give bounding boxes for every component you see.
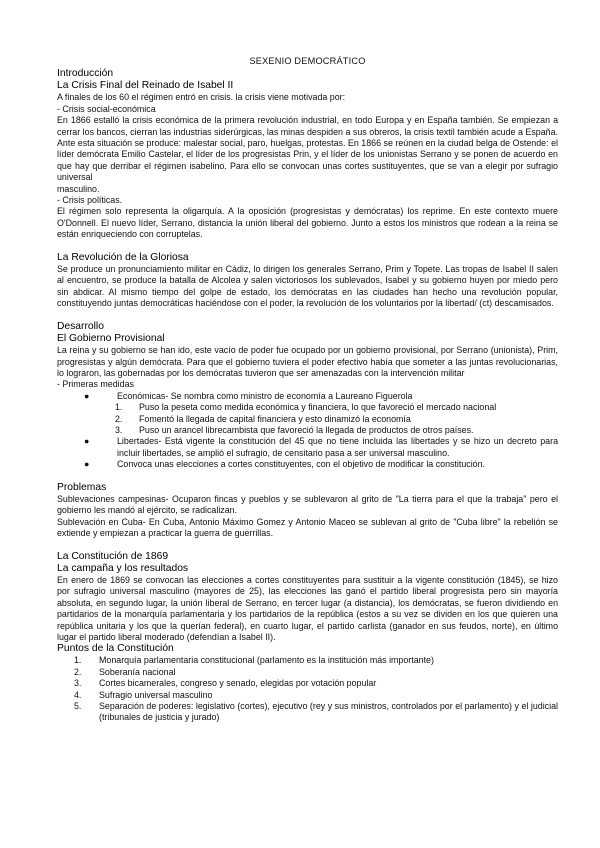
puntos-heading: Puntos de la Constitución (57, 643, 174, 655)
list-number: 1. (115, 402, 123, 413)
bullet-icon: ● (84, 390, 90, 401)
list-number: 2. (74, 666, 82, 677)
list-item-text: Fomentó la llegada de capital financiera y esto dinamizó la economía (139, 413, 411, 424)
list-number: 5. (74, 701, 82, 712)
social-crisis-paragraph-end: masculino. (57, 183, 100, 194)
campana-paragraph: En enero de 1869 se convocan las elecciones a cortes constituyentes para sustituir a la vigente constitución (1845), se hizo por sufragio universal masculino (mayores de 25), las elecciones las ganó el partido liberal progresista pero sin mayoría absoluta, en segundo lugar, la unión liberal de Serrano, en tercer lugar (a distancia), los demócratas, se fueron dividiendo en partidarios de la monarquía parlamentaria y los partidarios de la república (estos a su vez se dividen en los que quieren una república unitaria y los que la querían federal), en cuarto lugar, el partido carlista (ganador en sus feudos, norte), en último lugar el partido liberal moderado (defendían a Isabel II). (57, 574, 558, 642)
list-item-text: Puso la peseta como medida económica y financiera, lo que favoreció el mercado nacional (139, 402, 497, 413)
bullet-icon: ● (84, 459, 90, 470)
list-item-text: Cortes bicamerales, congreso y senado, elegidas por votación popular (99, 678, 377, 689)
list-number: 1. (74, 655, 82, 666)
list-item-text: Soberanía nacional (99, 666, 176, 677)
list-item-text: Puso un arancel librecambista que favoreció la llegada de productos de otros países. (139, 424, 474, 435)
list-item (57, 701, 558, 724)
list-item-text: Separación de poderes: legislativo (cortes), ejecutivo (rey y sus ministros, controlados por el parlamento) y el judicial (tribunales de justicia y jurado) (99, 701, 558, 723)
desarrollo-heading: Desarrollo (57, 321, 104, 333)
cuba-paragraph: Sublevación en Cuba- En Cuba, Antonio Máximo Gomez y Antonio Maceo se sublevan al grito de "Cuba libre" la rebelión se extiende y empiezan a practicar la guerra de guerrillas. (57, 516, 558, 539)
intro-lead: A finales de los 60 el régimen entró en crisis. la crisis viene motivada por: (57, 92, 346, 103)
economicas-text: Económicas- Se nombra como ministro de economía a Laureano Figuerola (117, 390, 413, 401)
list-item (57, 678, 558, 689)
list-item (57, 690, 558, 701)
list-item (57, 391, 558, 402)
medidas-list (57, 391, 558, 402)
libertades-text: Libertades- Está vigente la constitución del 45 que no tiene incluida las libertades y se hizo un decreto para incluir libertades, se amplió el sufragio, de censitario pasa a ser universal masculino. (117, 436, 558, 458)
economicas-sublist (57, 402, 558, 436)
list-item-text: Sufragio universal masculino (99, 689, 213, 700)
gloriosa-heading: La Revolución de la Gloriosa (57, 252, 189, 264)
list-item (57, 436, 558, 459)
list-item (57, 655, 558, 666)
gobierno-provisional-heading: El Gobierno Provisional (57, 333, 165, 345)
bullet-icon: ● (84, 436, 90, 447)
political-crisis-paragraph: El régimen solo representa la oligarquía. A la oposición (progresistas y demócratas) los reprime. En este contexto muere O'Donnell. El nuevo líder, Serrano, distancia la unión liberal del gobierno. Junto a estos los ministros que rodean a la reina se están enriqueciendo con corruptelas. (57, 206, 558, 240)
list-item-text: Monarquía parlamentaria constitucional (parlamento es la institución más importante) (99, 655, 434, 666)
medidas-list-continued (57, 436, 558, 470)
political-crisis-label: - Crisis políticas. (57, 195, 123, 206)
constitucion-heading: La Constitución de 1869 (57, 550, 169, 562)
gobierno-provisional-paragraph: La reina y su gobierno se han ido, este vacío de poder fue ocupado por un gobierno provisional, por Serrano (unionista), Prim, progresistas y algún demócrata. Para que el gobierno tuviera el poder efectivo había que someter a las juntas revolucionarias, lo lograron, las gobernadas por los demócratas tuvieron que ser amenazadas con la intervención militar (57, 345, 558, 378)
list-item (57, 459, 558, 470)
primeras-medidas-label: - Primeras medidas (57, 379, 134, 390)
sublevaciones-paragraph: Sublevaciones campesinas- Ocuparon fincas y pueblos y se sublevaron al grito de "La tierra para el que la trabaja" pero el gobierno les mandó al ejército, se radicalizan. (57, 493, 558, 516)
list-item (57, 414, 558, 425)
puntos-list (57, 655, 558, 723)
problemas-heading: Problemas (57, 481, 107, 493)
list-number: 2. (115, 413, 123, 424)
list-number: 4. (74, 689, 82, 700)
social-crisis-label: - Crisis social-económica (57, 103, 156, 114)
social-crisis-paragraph: En 1866 estalló la crisis económica de la primera revolución industrial, en todo Europa y en España también. Se empiezan a cerrar los bancos, cierran las industrias siderúrgicas, las minas despiden a sus obreros, la crisis textil también acude a España. Ante esta situación se produce: malestar social, paro, huelgas, protestas. En 1866 se reúnen en la ciudad belga de Ostende: el líder demócrata Emilio Castelar, el líder de los progresistas Prin, y el líder de los unionistas Serrano y se ponen de acuerdo en que hay que derribar el régimen isabelino. Para ello se convocan unas cortes sustituyentes, que se van a elegir por sufragio universal (57, 115, 558, 183)
cortes-text: Convoca unas elecciones a cortes constituyentes, con el objetivo de modificar la constitución. (117, 459, 486, 470)
list-number: 3. (115, 424, 123, 435)
gloriosa-paragraph: Se produce un pronunciamiento militar en Cádiz, lo dirigen los generales Serrano, Prim y Topete. Las tropas de Isabel II salen al encuentro, se produce la batalla de Alcolea y salen victoriosos los sublevados, Isabel y su gobierno huyen por miedo pero sin abdicar. Al mismo tiempo del golpe de estado, los demócratas en las ciudades han hecho una revolución popular, constituyendo juntas democráticas haciéndose con el poder, la revolución de los voluntarios por la libertad/ (ct) descamisados. (57, 264, 558, 309)
intro-heading: Introducción (57, 68, 114, 80)
list-item (57, 667, 558, 678)
page-title: SEXENIO DEMOCRÁTICO (249, 56, 366, 66)
list-number: 3. (74, 678, 82, 689)
intro-subheading: La Crisis Final del Reinado de Isabel II (57, 80, 234, 92)
list-item (57, 402, 558, 413)
campana-heading: La campaña y los resultados (57, 562, 189, 574)
list-item (57, 425, 558, 436)
